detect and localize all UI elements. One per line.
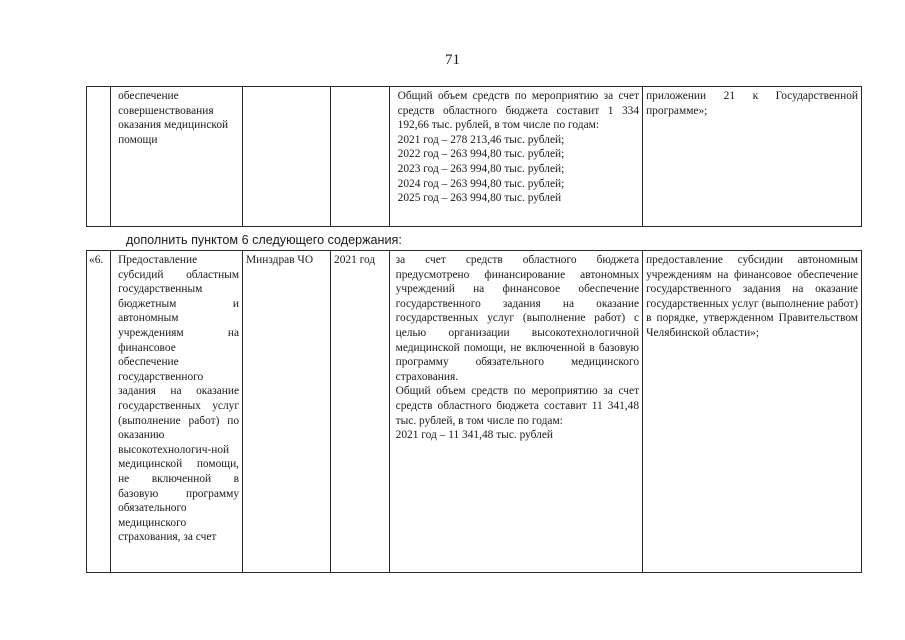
table-row [87,87,862,227]
funding-year-line: 2024 год – 263 994,80 тыс. рублей; [397,177,565,190]
measure-name: обеспечение совершенствования оказания медицинской помощи [118,90,229,146]
funding-cell [389,251,642,573]
measure-description: за счет средств областного бюджета предусмотрено финансирование автономных учреждений на финансовое обеспечение государственного задания на оказание государственных услуг (выполнение работ) с целью организации высокотехнологичной медицинской помощи, не включенной в базовую программу обязательного медицинского страхования. [395,254,640,383]
result-cell [643,87,862,227]
period-cell [331,87,390,227]
measure-name-cell [111,87,243,227]
row-number-cell [87,87,111,227]
funding-year-line: 2023 год – 263 994,80 тыс. рублей; [397,162,565,175]
result-text: приложении 21 к Государственной программе»; [646,90,858,117]
measures-table-new-item [86,250,862,573]
measure-name: Предоставление субсидий областным государственным бюджетным и автономным учреждениям на финансовое обеспечение государственного задания на оказание государственных услуг (выполнение работ) по оказанию высокотехнологич-ной медицинской помощи, не включенной в базовую программу обязательного медицинского страхования, за счет [118,254,240,544]
row-number-cell [87,251,111,573]
result-cell [643,251,862,573]
executor-cell [243,251,331,573]
result-text: предоставление субсидии автономным учреждениям на финансовое обеспечение государственного задания на оказание государственных услуг (выполнение работ) в порядке, утвержденном Правительством Челябинской области»; [646,254,858,339]
funding-year-line: 2021 год – 11 341,48 тыс. рублей [395,429,554,442]
page-number: 71 [445,52,460,68]
executor-cell [243,87,331,227]
funding-year-line: 2025 год – 263 994,80 тыс. рублей [397,192,562,205]
row-number: «6. [89,254,104,266]
funding-total: Общий объем средств по мероприятию за счет средств областного бюджета составит 1 334 192,66 тыс. рублей, в том числе по годам: [397,90,640,132]
amendment-instruction: дополнить пунктом 6 следующего содержания: [126,233,402,247]
measures-table-continued [86,86,862,227]
measure-name-cell [111,251,243,573]
period: 2021 год [334,254,376,266]
table-row [87,251,862,573]
funding-cell [389,87,642,227]
funding-year-line: 2022 год – 263 994,80 тыс. рублей; [397,148,565,161]
funding-year-line: 2021 год – 278 213,46 тыс. рублей; [397,133,565,146]
period-cell [331,251,390,573]
executor: Минздрав ЧО [246,254,314,266]
funding-total: Общий объем средств по мероприятию за счет средств областного бюджета составит 11 341,48 тыс. рублей, в том числе по годам: [395,385,640,427]
